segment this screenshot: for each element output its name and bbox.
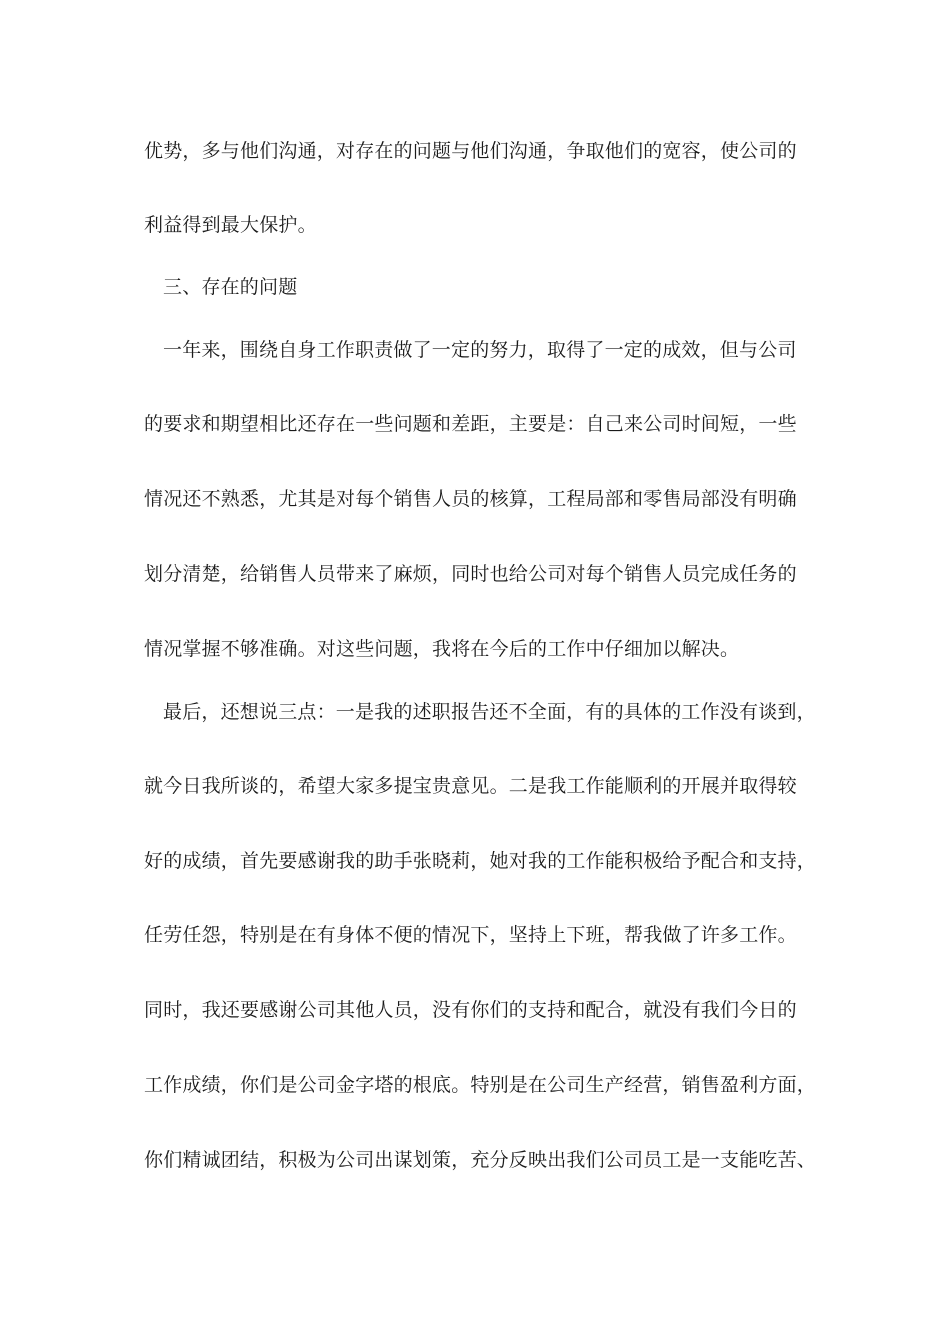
paragraph-line: 同时，我还要感谢公司其他人员，没有你们的支持和配合，就没有我们今日的 xyxy=(144,999,797,1021)
section-heading: 三、存在的问题 xyxy=(163,276,298,298)
paragraph-line: 优势，多与他们沟通，对存在的问题与他们沟通，争取他们的宽容，使公司的 xyxy=(144,140,797,162)
paragraph-line: 工作成绩，你们是公司金字塔的根底。特别是在公司生产经营，销售盈利方面， xyxy=(144,1074,817,1096)
paragraph-line: 任劳任怨，特别是在有身体不便的情况下，坚持上下班，帮我做了许多工作。 xyxy=(144,924,797,946)
paragraph-line: 情况掌握不够准确。对这些问题，我将在今后的工作中仔细加以解决。 xyxy=(144,638,740,660)
paragraph-line: 好的成绩，首先要感谢我的助手张晓莉，她对我的工作能积极给予配合和支持， xyxy=(144,850,817,872)
paragraph-line: 的要求和期望相比还存在一些问题和差距，主要是：自己来公司时间短，一些 xyxy=(144,413,797,435)
paragraph-line: 你们精诚团结，积极为公司出谋划策，充分反映出我们公司员工是一支能吃苦、 xyxy=(144,1149,817,1171)
paragraph-line: 划分清楚，给销售人员带来了麻烦，同时也给公司对每个销售人员完成任务的 xyxy=(144,563,797,585)
paragraph-line: 情况还不熟悉，尤其是对每个销售人员的核算，工程局部和零售局部没有明确 xyxy=(144,488,797,510)
paragraph-line: 一年来，围绕自身工作职责做了一定的努力，取得了一定的成效，但与公司 xyxy=(163,339,797,361)
paragraph-line: 最后，还想说三点：一是我的述职报告还不全面，有的具体的工作没有谈到， xyxy=(163,701,816,723)
paragraph-line: 就今日我所谈的，希望大家多提宝贵意见。二是我工作能顺利的开展并取得较 xyxy=(144,775,797,797)
paragraph-line: 利益得到最大保护。 xyxy=(144,214,317,236)
